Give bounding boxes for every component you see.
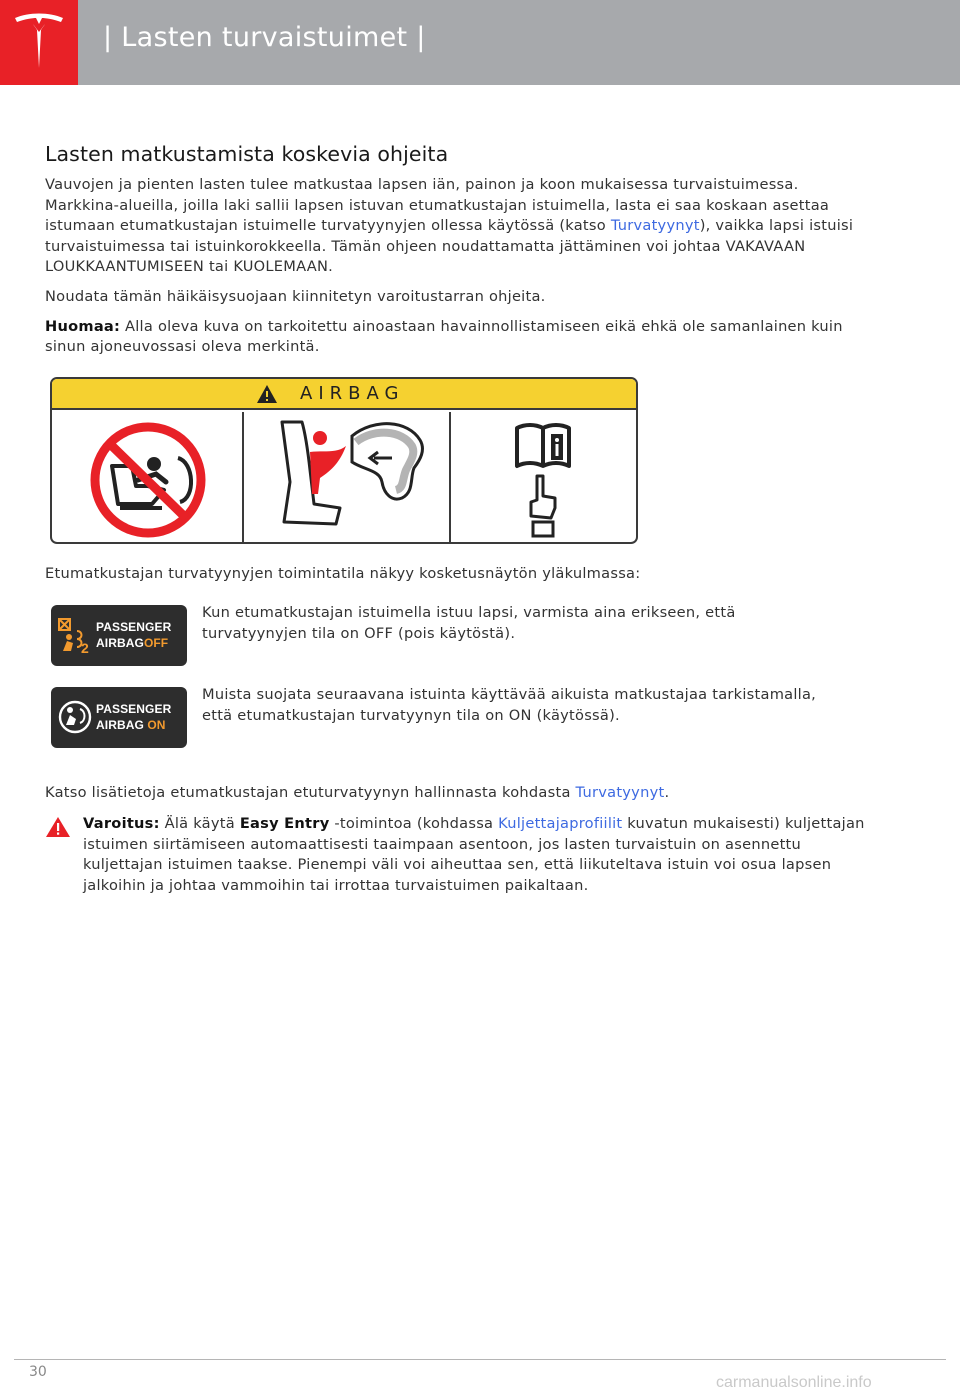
- airbag-on-icon: [58, 699, 92, 735]
- tesla-logo-icon: [11, 12, 67, 72]
- page-title: | Lasten turvaistuimet |: [103, 22, 426, 53]
- brand-logo-box: [0, 0, 78, 85]
- child-seat-paragraph: [45, 175, 875, 278]
- badge-status-on: ON: [147, 718, 166, 732]
- warning-text-part: -toimintoa (kohdassa: [329, 815, 499, 832]
- airbag-off-description: Kun etumatkustajan istuimella istuu lapsi, varmista aina erikseen, että turvatyynyjen tila on OFF (pois käytöstä).: [202, 604, 736, 642]
- warning-text-part: kuvatun mukaisesti) kuljettajan istuimen siirtämiseen automaattisesti taaimpaan asentoon, jos lasten turvaistuin on asennettu kuljettajan istuimen taakse. Pienempi väli voi aiheuttaa sen, että liikuteltava istuin voi osua lapsen jalkoihin ja johtaa vammoihin tai irrottaa turvaistuimen paikaltaan.: [83, 815, 865, 894]
- site-watermark: carmanualsonline.info: [716, 1374, 872, 1391]
- warning-label: Varoitus:: [83, 815, 160, 832]
- footer-divider: [14, 1359, 946, 1360]
- page-header: [0, 0, 960, 85]
- badge-line-passenger: PASSENGER: [96, 620, 172, 634]
- easy-entry-term: Easy Entry: [239, 815, 330, 832]
- badge-line-passenger: PASSENGER: [96, 702, 172, 716]
- label-cell-prohibition: [52, 412, 244, 544]
- warning-text: [83, 814, 883, 896]
- svg-text:2: 2: [81, 640, 89, 655]
- sunvisor-paragraph: Noudata tämän häikäisysuojaan kiinnitetyn varoitustarran ohjeita.: [45, 287, 546, 305]
- label-cell-airbag-deploy: [244, 412, 451, 544]
- airbag-warning-label: [50, 377, 638, 544]
- badge-status-off: OFF: [143, 636, 169, 650]
- passenger-airbag-off-badge: [51, 605, 187, 666]
- section-title: Lasten matkustamista koskevia ohjeita: [45, 142, 449, 166]
- airbag-on-description: Muista suojata seuraavana istuinta käyttävää aikuista matkustajaa tarkistamalla, että etumatkustajan turvatyynyn tila on ON (käytössä).: [202, 686, 817, 724]
- label-cell-read-manual: [451, 412, 638, 544]
- warning-triangle-icon: [256, 384, 278, 404]
- badge-line-airbag: [96, 718, 166, 732]
- more-info-paragraph: [45, 783, 875, 804]
- badge-line-airbag: [96, 636, 168, 650]
- no-rear-facing-child-seat-icon: [52, 412, 244, 544]
- airbag-deploy-icon: [244, 412, 451, 544]
- driver-profiles-link[interactable]: Kuljettajaprofiilit: [498, 815, 623, 832]
- warning-triangle-icon: [45, 816, 71, 838]
- airbag-label-header: [52, 379, 636, 410]
- airbag-off-icon: [57, 617, 93, 655]
- more-info-text: .: [664, 784, 670, 801]
- more-info-text: Katso lisätietoja etumatkustajan etuturvatyynyn hallinnasta kohdasta: [45, 784, 576, 801]
- paragraph-text: ), vaikka lapsi istuisi turvaistuimessa tai istuinkorokkeella. Tämän ohjeen noudattamatta jättäminen voi johtaa VAKAVAAN LOUKKAANTUMISEEN tai KUOLEMAAN.: [45, 217, 854, 276]
- status-intro-text: Etumatkustajan turvatyynyjen toimintatila näkyy kosketusnäytön yläkulmassa:: [45, 565, 641, 582]
- paragraph-text: Vauvojen ja pienten lasten tulee matkustaa lapsen iän, painon ja koon mukaisessa turvaistuimessa. Markkina-alueilla, joilla laki sallii lapsen istuvan etumatkustajan istuimella, lasta ei saa koskaan asettaa istumaan etumatkustajan istuimelle turvatyynyjen ollessa käytössä (katso: [45, 176, 830, 235]
- airbags-link[interactable]: Turvatyynyt: [575, 784, 665, 801]
- note-text: Alla oleva kuva on tarkoitettu ainoastaan havainnollistamiseen eikä ehkä ole samanlainen kuin sinun ajoneuvossasi oleva merkintä.: [45, 317, 843, 356]
- read-manual-icon: [451, 412, 638, 544]
- airbag-label-title: AIRBAG: [300, 383, 405, 404]
- main-content: [45, 142, 875, 358]
- badge-airbag-word: AIRBAG: [96, 636, 144, 650]
- note-paragraph: [45, 317, 875, 358]
- badge-airbag-word: AIRBAG: [96, 718, 144, 732]
- passenger-airbag-on-badge: [51, 687, 187, 748]
- note-label: Huomaa:: [45, 317, 121, 335]
- warning-text-part: Älä käytä: [159, 815, 240, 832]
- page-number: 30: [29, 1364, 47, 1380]
- airbags-link[interactable]: Turvatyynyt: [610, 217, 700, 235]
